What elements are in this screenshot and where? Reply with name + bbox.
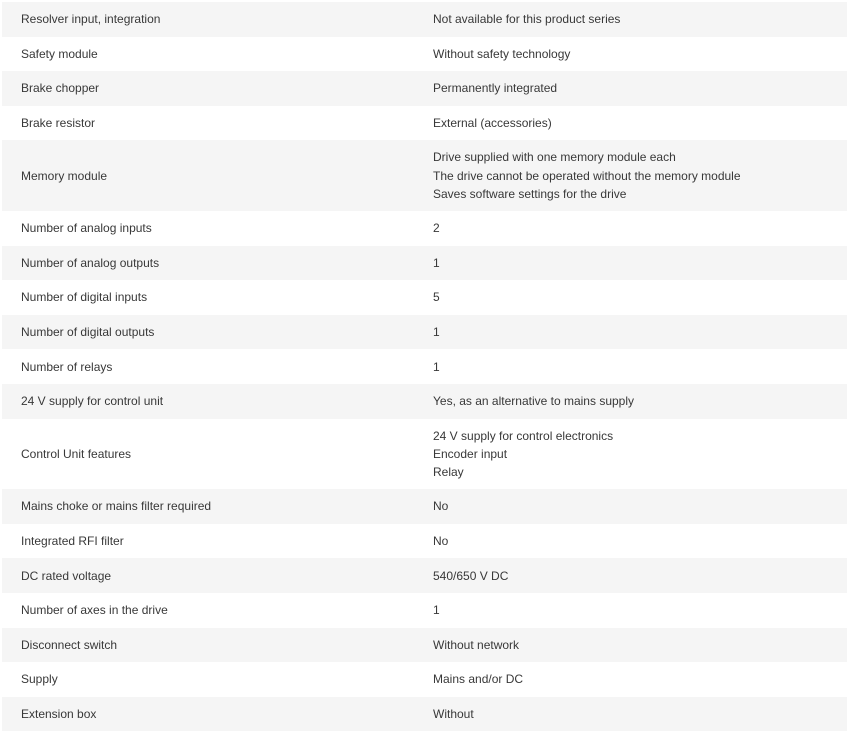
- spec-attribute-label: [2, 315, 414, 350]
- spec-value-line: Relay: [433, 464, 464, 479]
- spec-attribute-value: [414, 280, 847, 315]
- table-row: [2, 37, 847, 72]
- spec-attribute-value: [414, 37, 847, 72]
- spec-value-line: 2: [433, 221, 440, 236]
- spec-label-text: Integrated RFI filter: [21, 533, 124, 548]
- spec-attribute-label: [2, 697, 414, 731]
- table-row: [2, 211, 847, 246]
- spec-attribute-value: [414, 349, 847, 384]
- spec-value-line: 540/650 V DC: [433, 568, 509, 583]
- spec-value-line: The drive cannot be operated without the memory module: [433, 168, 741, 183]
- spec-attribute-value: [414, 384, 847, 419]
- table-row: [2, 106, 847, 141]
- spec-attribute-label: [2, 384, 414, 419]
- spec-attribute-label: [2, 106, 414, 141]
- spec-label-text: Memory module: [21, 168, 108, 183]
- spec-attribute-label: [2, 71, 414, 106]
- spec-attribute-value: [414, 315, 847, 350]
- spec-attribute-value: [414, 558, 847, 593]
- spec-attribute-value: [414, 2, 847, 37]
- spec-attribute-value: [414, 524, 847, 559]
- spec-value-line: 1: [433, 324, 440, 339]
- table-row: [2, 489, 847, 524]
- spec-attribute-value: [414, 211, 847, 246]
- spec-value-line: Permanently integrated: [433, 81, 558, 96]
- spec-attribute-label: [2, 524, 414, 559]
- spec-value-line: 5: [433, 290, 440, 305]
- spec-attribute-label: [2, 662, 414, 697]
- spec-value-line: Saves software settings for the drive: [433, 186, 627, 201]
- spec-label-text: Number of axes in the drive: [21, 603, 168, 618]
- table-row: [2, 558, 847, 593]
- spec-value-line: External (accessories): [433, 115, 552, 130]
- spec-label-text: Number of relays: [21, 359, 113, 374]
- spec-attribute-value: [414, 246, 847, 281]
- spec-value-line: 24 V supply for control electronics: [433, 428, 614, 443]
- table-row: [2, 384, 847, 419]
- table-row: [2, 315, 847, 350]
- spec-label-text: Brake chopper: [21, 81, 100, 96]
- spec-label-text: Resolver input, integration: [21, 12, 161, 27]
- table-row: [2, 349, 847, 384]
- spec-attribute-value: [414, 71, 847, 106]
- table-row: [2, 524, 847, 559]
- spec-attribute-label: [2, 140, 414, 211]
- spec-attribute-label: [2, 349, 414, 384]
- table-row: [2, 593, 847, 628]
- spec-label-text: 24 V supply for control unit: [21, 394, 164, 409]
- spec-attribute-label: [2, 489, 414, 524]
- spec-value-line: 1: [433, 603, 440, 618]
- spec-attribute-value: [414, 697, 847, 731]
- table-row: [2, 662, 847, 697]
- spec-value-line: Encoder input: [433, 446, 508, 461]
- spec-attribute-value: [414, 419, 847, 490]
- spec-attribute-label: [2, 593, 414, 628]
- table-row: [2, 140, 847, 211]
- spec-attribute-value: [414, 140, 847, 211]
- spec-attribute-value: [414, 593, 847, 628]
- spec-label-text: Extension box: [21, 706, 97, 721]
- spec-value-line: 1: [433, 255, 440, 270]
- spec-attribute-value: [414, 106, 847, 141]
- spec-value-line: No: [433, 533, 449, 548]
- table-row: [2, 419, 847, 490]
- table-row: [2, 280, 847, 315]
- spec-value-line: Drive supplied with one memory module each: [433, 150, 676, 165]
- spec-attribute-label: [2, 246, 414, 281]
- spec-attribute-label: [2, 2, 414, 37]
- table-row: [2, 71, 847, 106]
- spec-label-text: Number of analog outputs: [21, 255, 160, 270]
- table-row: [2, 246, 847, 281]
- spec-attribute-label: [2, 280, 414, 315]
- spec-value-line: Mains and/or DC: [433, 672, 524, 687]
- spec-attribute-label: [2, 558, 414, 593]
- table-row: [2, 697, 847, 731]
- spec-value-line: Without safety technology: [433, 46, 571, 61]
- spec-value-line: Not available for this product series: [433, 12, 621, 27]
- spec-value-line: Without: [433, 706, 474, 721]
- spec-label-text: Mains choke or mains filter required: [21, 499, 212, 514]
- spec-table: [2, 2, 847, 731]
- spec-label-text: Control Unit features: [21, 446, 132, 461]
- spec-label-text: Number of digital inputs: [21, 290, 148, 305]
- spec-value-line: No: [433, 499, 449, 514]
- spec-attribute-label: [2, 211, 414, 246]
- spec-label-text: Supply: [21, 672, 58, 687]
- spec-label-text: Number of digital outputs: [21, 324, 155, 339]
- table-row: [2, 2, 847, 37]
- spec-label-text: Brake resistor: [21, 115, 96, 130]
- spec-value-line: Without network: [433, 637, 520, 652]
- spec-value-line: 1: [433, 359, 440, 374]
- spec-attribute-label: [2, 37, 414, 72]
- spec-attribute-value: [414, 662, 847, 697]
- table-row: [2, 628, 847, 663]
- spec-label-text: Number of analog inputs: [21, 221, 152, 236]
- spec-label-text: Safety module: [21, 46, 98, 61]
- spec-attribute-label: [2, 419, 414, 490]
- spec-attribute-label: [2, 628, 414, 663]
- spec-value-line: Yes, as an alternative to mains supply: [433, 394, 635, 409]
- spec-attribute-value: [414, 489, 847, 524]
- spec-label-text: Disconnect switch: [21, 637, 118, 652]
- spec-label-text: DC rated voltage: [21, 568, 112, 583]
- spec-attribute-value: [414, 628, 847, 663]
